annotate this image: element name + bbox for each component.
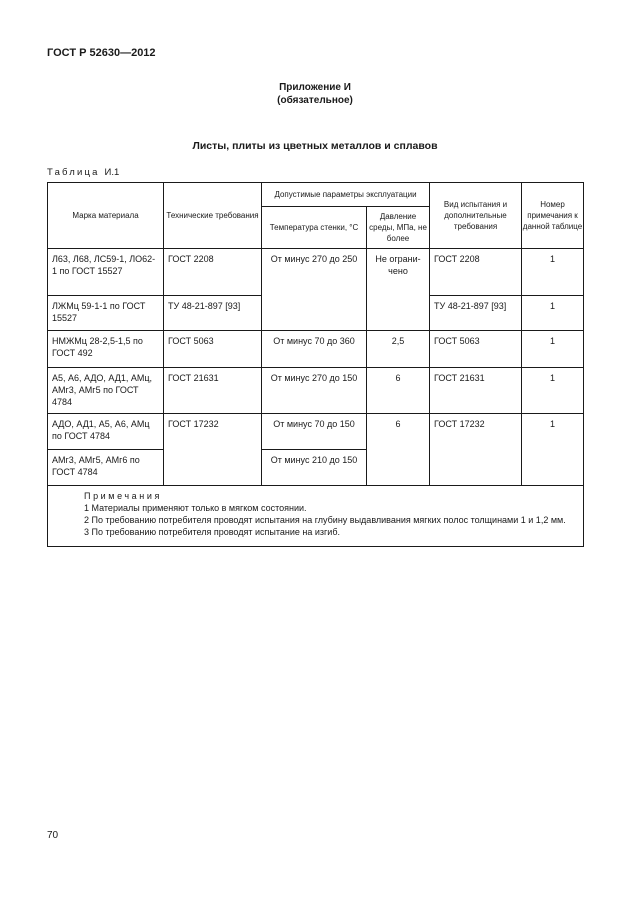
header-wall-temperature: Температура стенки, °С xyxy=(262,207,367,249)
cell-pressure: Не ограни-чено xyxy=(367,249,430,331)
table-caption-word: Таблица xyxy=(47,167,100,178)
cell-tech: ГОСТ 5063 xyxy=(164,331,262,368)
appendix-heading xyxy=(0,81,630,107)
table-row xyxy=(48,414,584,450)
header-test-type: Вид испытания и дополнительные требования xyxy=(430,183,522,249)
table-caption xyxy=(47,167,119,178)
cell-temperature: От минус 70 до 360 xyxy=(262,331,367,368)
cell-pressure: 2,5 xyxy=(367,331,430,368)
cell-tech: ТУ 48-21-897 [93] xyxy=(164,296,262,331)
cell-temperature: От минус 270 до 250 xyxy=(262,249,367,331)
cell-test: ГОСТ 17232 xyxy=(430,414,522,486)
cell-note: 1 xyxy=(522,249,584,296)
cell-material: АМг3, АМг5, АМг6 по ГОСТ 4784 xyxy=(48,450,164,486)
note-item: 1 Материалы применяют только в мягком состоянии. xyxy=(84,503,307,513)
table-caption-number: И.1 xyxy=(104,167,120,178)
table-row xyxy=(48,249,584,296)
table-row xyxy=(48,368,584,414)
notes-row xyxy=(48,486,584,547)
cell-tech: ГОСТ 2208 xyxy=(164,249,262,296)
cell-note: 1 xyxy=(522,331,584,368)
cell-test: ГОСТ 5063 xyxy=(430,331,522,368)
note-item: 3 По требованию потребителя проводят испытание на изгиб. xyxy=(84,527,340,537)
cell-temperature: От минус 210 до 150 xyxy=(262,450,367,486)
cell-temperature: От минус 270 до 150 xyxy=(262,368,367,414)
cell-material: Л63, Л68, ЛС59-1, ЛО62-1 по ГОСТ 15527 xyxy=(48,249,164,296)
section-title: Листы, плиты из цветных металлов и сплавов xyxy=(192,140,438,152)
header-note-number: Номер примечания к данной таблице xyxy=(522,183,584,249)
cell-note: 1 xyxy=(522,368,584,414)
cell-material: НМЖМц 28-2,5-1,5 по ГОСТ 492 xyxy=(48,331,164,368)
appendix-subtitle: (обязательное) xyxy=(277,95,353,106)
header-operating-params: Допустимые параметры эксплуатации xyxy=(262,183,430,207)
cell-material: ЛЖМц 59-1-1 по ГОСТ 15527 xyxy=(48,296,164,331)
cell-note: 1 xyxy=(522,296,584,331)
table-notes xyxy=(48,486,584,547)
page-number: 70 xyxy=(47,830,59,841)
cell-test: ГОСТ 21631 xyxy=(430,368,522,414)
document-code: ГОСТ Р 52630—2012 xyxy=(47,47,156,59)
cell-tech: ГОСТ 21631 xyxy=(164,368,262,414)
note-item: 2 По требованию потребителя проводят испытания на глубину выдавливания мягких полос толщинами 1 и 1,2 мм. xyxy=(84,515,566,525)
cell-material: А5, А6, АДО, АД1, АМц, АМг3, АМг5 по ГОСТ 4784 xyxy=(48,368,164,414)
notes-title: Примечания xyxy=(84,491,162,501)
cell-pressure: 6 xyxy=(367,414,430,486)
cell-pressure: 6 xyxy=(367,368,430,414)
cell-material: АДО, АД1, А5, А6, АМц по ГОСТ 4784 xyxy=(48,414,164,450)
header-pressure: Давление среды, МПа, не более xyxy=(367,207,430,249)
header-tech-requirements: Технические требования xyxy=(164,183,262,249)
cell-test: ГОСТ 2208 xyxy=(430,249,522,296)
cell-note: 1 xyxy=(522,414,584,486)
cell-tech: ГОСТ 17232 xyxy=(164,414,262,486)
appendix-title: Приложение И xyxy=(279,82,351,93)
materials-table xyxy=(47,182,584,547)
cell-test: ТУ 48-21-897 [93] xyxy=(430,296,522,331)
cell-temperature: От минус 70 до 150 xyxy=(262,414,367,450)
table-row xyxy=(48,331,584,368)
header-material: Марка материала xyxy=(48,183,164,249)
